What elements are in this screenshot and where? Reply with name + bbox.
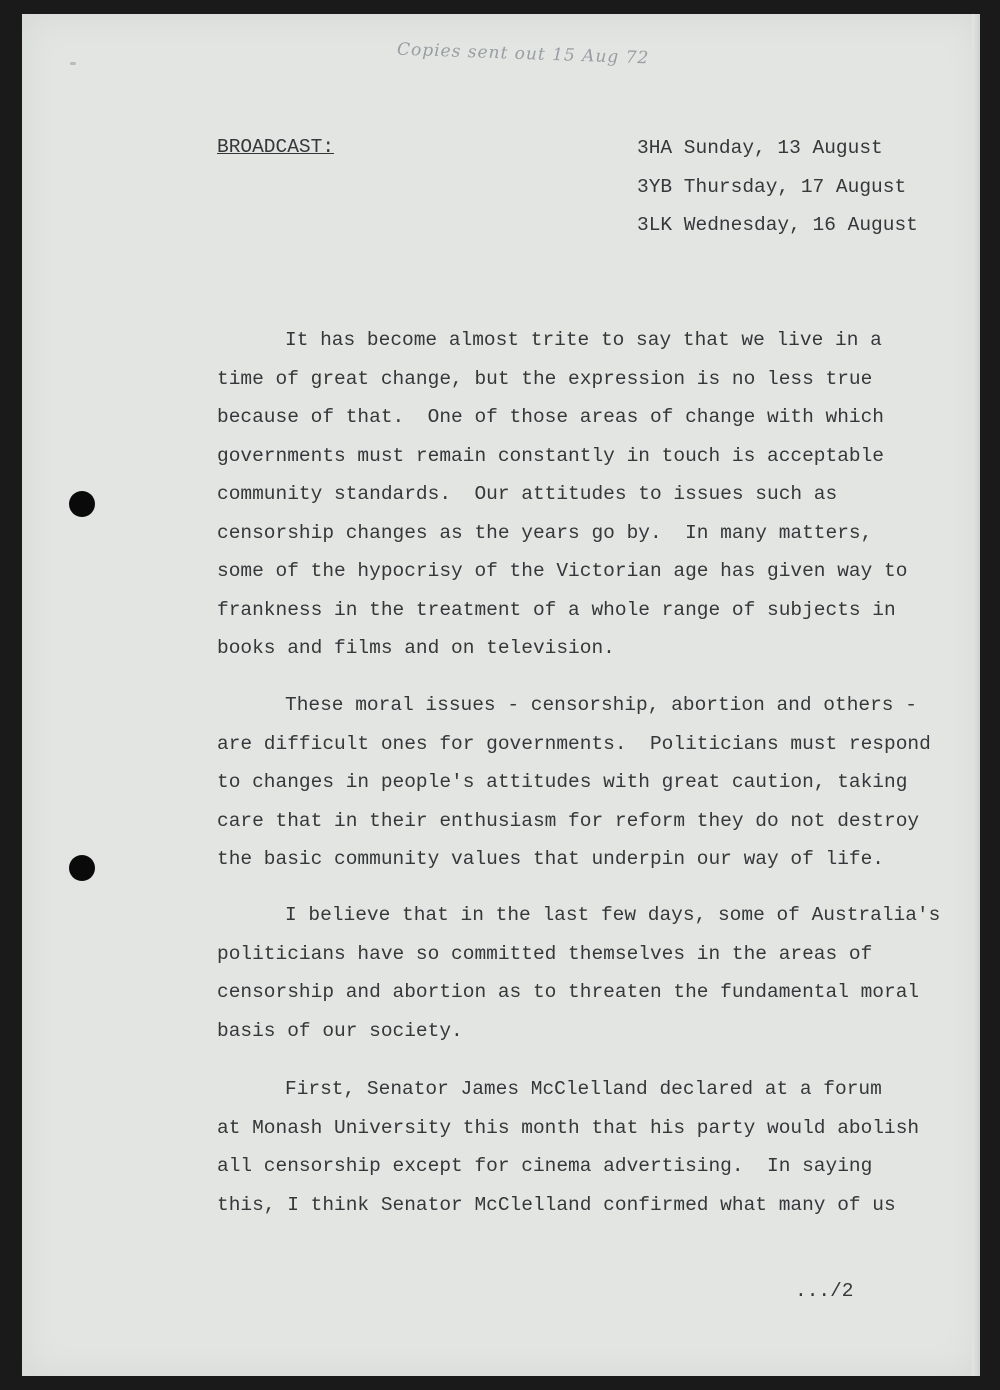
text-line: because of that. One of those areas of change with which [217, 406, 885, 428]
text-line: this, I think Senator McClelland confirmed what many of us [217, 1193, 896, 1216]
station-line: 3LK Wednesday, 16 August [637, 214, 918, 236]
text-line: censorship and abortion as to threaten the fundamental moral [217, 981, 920, 1003]
text-line: It has become almost trite to say that we live in a [285, 329, 882, 351]
text-line: some of the hypocrisy of the Victorian age has given way to [217, 560, 908, 582]
document-page [22, 14, 980, 1376]
paragraph-1 [217, 328, 937, 675]
station-schedule [637, 136, 918, 252]
paper-mark [70, 62, 76, 65]
text-line: books and films and on television. [217, 637, 615, 659]
paragraph-3 [217, 903, 941, 1057]
broadcast-heading: BROADCAST: [217, 136, 335, 158]
text-line: politicians have so committed themselves in the areas of [217, 942, 873, 965]
station-line: 3YB Thursday, 17 August [637, 175, 907, 198]
text-line: These moral issues - censorship, abortion and others - [285, 694, 917, 716]
text-line: time of great change, but the expression is no less true [217, 367, 873, 390]
text-line: all censorship except for cinema advertising. In saying [217, 1155, 873, 1177]
text-line: at Monash University this month that his party would abolish [217, 1116, 920, 1139]
text-line: basis of our society. [217, 1019, 463, 1042]
text-line: governments must remain constantly in touch is acceptable [217, 444, 885, 467]
paragraph-4 [217, 1077, 937, 1231]
page-continuation-marker: .../2 [795, 1280, 854, 1302]
text-line: care that in their enthusiasm for reform they do not destroy [217, 809, 920, 832]
text-line: I believe that in the last few days, some of Australia's [285, 904, 941, 926]
text-line: the basic community values that underpin our way of life. [217, 848, 885, 870]
paragraph-2 [217, 693, 937, 886]
text-line: are difficult ones for governments. Politicians must respond [217, 732, 931, 755]
punch-hole [69, 855, 95, 881]
text-line: censorship changes as the years go by. In many matters, [217, 521, 873, 544]
text-line: to changes in people's attitudes with great caution, taking [217, 771, 908, 793]
punch-hole [69, 491, 95, 517]
text-line: frankness in the treatment of a whole range of subjects in [217, 598, 896, 621]
text-line: First, Senator James McClelland declared at a forum [285, 1078, 882, 1100]
station-line: 3HA Sunday, 13 August [637, 137, 883, 159]
text-line: community standards. Our attitudes to issues such as [217, 483, 838, 505]
handwritten-note: Copies sent out 15 Aug 72 [396, 39, 650, 69]
